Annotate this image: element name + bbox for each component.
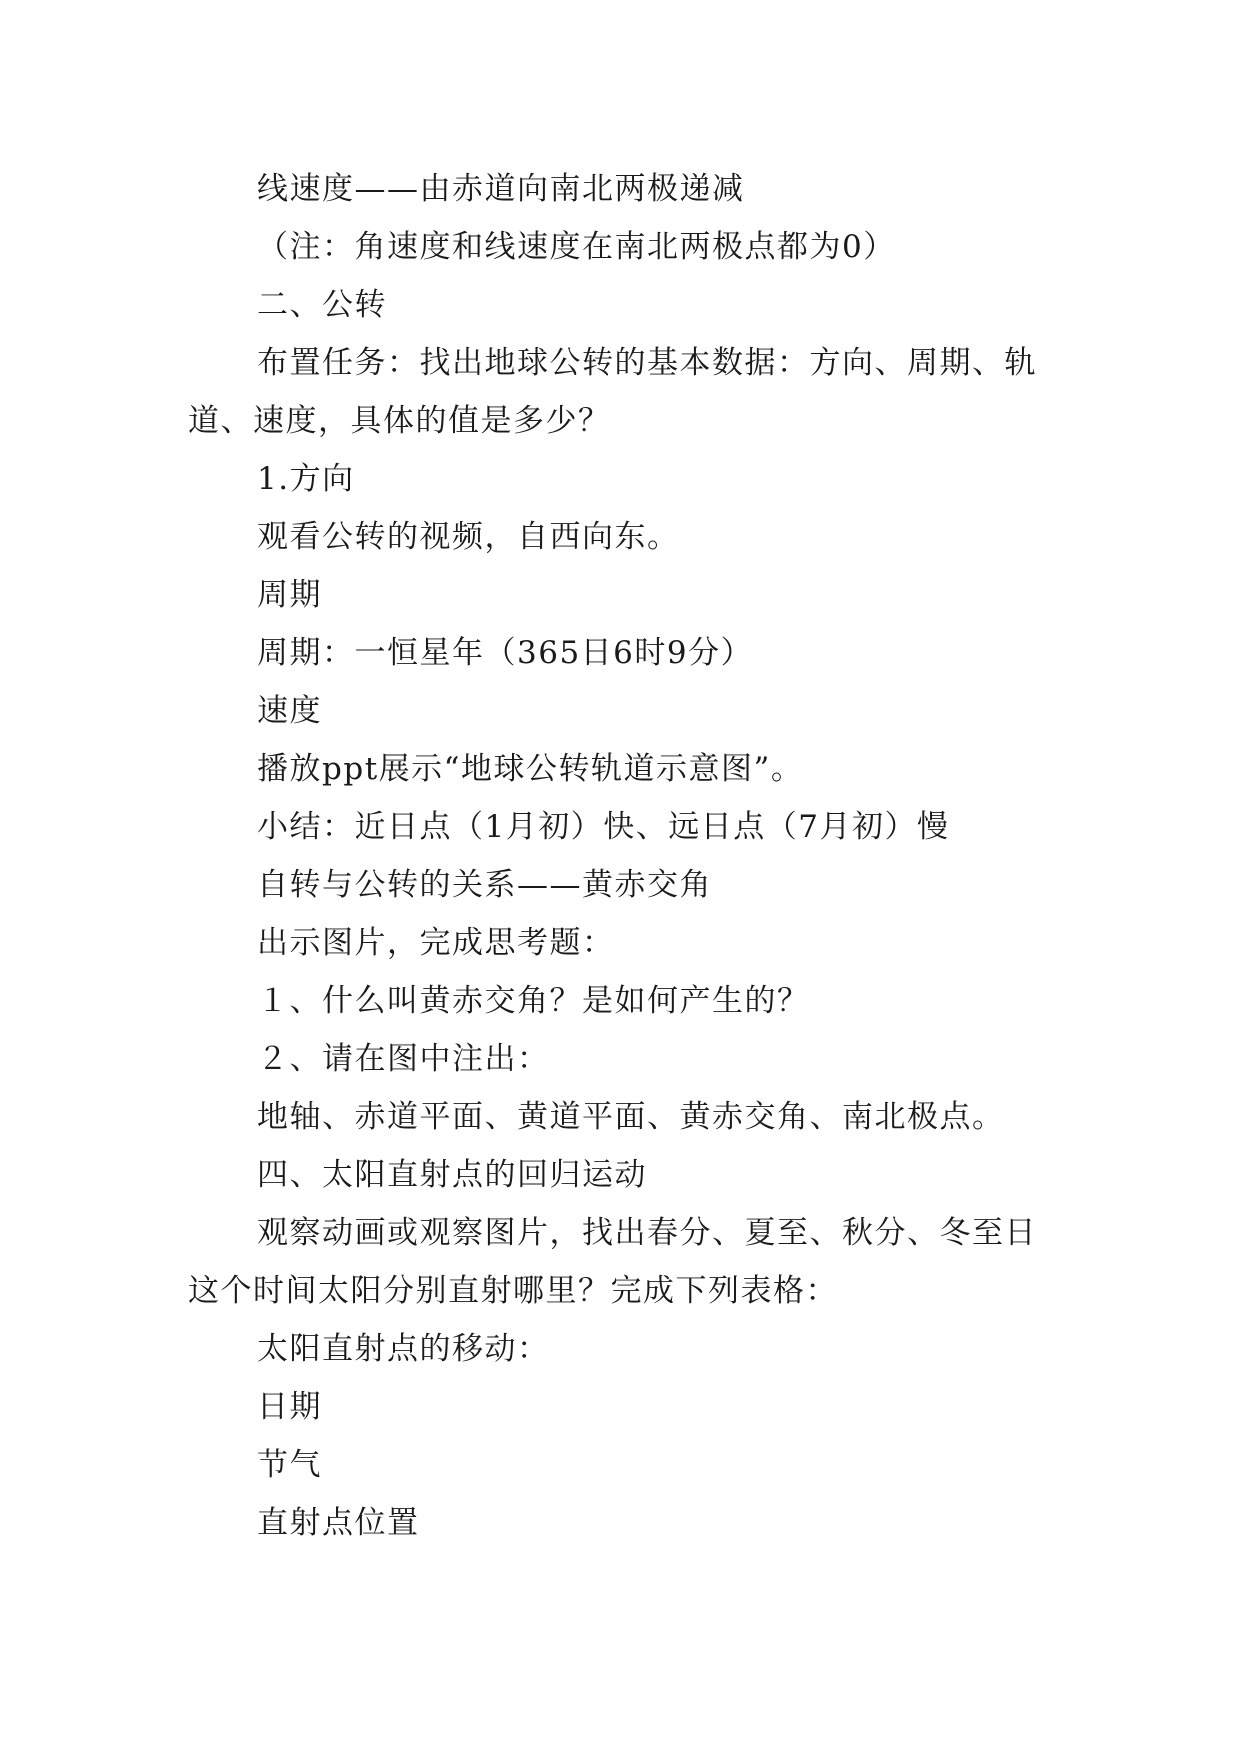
- paragraph: 观看公转的视频，自西向东。: [257, 519, 680, 555]
- subheading: 速度: [257, 693, 322, 729]
- paragraph: 观察动画或观察图片，找出春分、夏至、秋分、冬至日这个时间太阳分别直射哪里？完成下列表格：: [188, 1215, 1037, 1309]
- table-label: 节气: [257, 1447, 322, 1483]
- section-heading: 二、公转: [257, 287, 387, 323]
- subheading: 周期: [257, 577, 322, 613]
- question-item: ２、请在图中注出：: [257, 1041, 550, 1077]
- paragraph: 小结：近日点（1月初）快、远日点（7月初）慢: [257, 809, 950, 845]
- paragraph: 播放ppt展示“地球公转轨道示意图”。: [257, 751, 804, 787]
- paragraph: 布置任务：找出地球公转的基本数据：方向、周期、轨道、速度，具体的值是多少？: [188, 345, 1037, 439]
- paragraph: 地轴、赤道平面、黄道平面、黄赤交角、南北极点。: [257, 1099, 1005, 1135]
- subheading: 1.方向: [257, 461, 355, 497]
- paragraph: 线速度——由赤道向南北两极递减: [257, 171, 745, 207]
- table-label: 直射点位置: [257, 1505, 420, 1541]
- paragraph: 周期：一恒星年（365日6时9分）: [257, 635, 754, 671]
- paragraph: 太阳直射点的移动：: [257, 1331, 550, 1367]
- paragraph: （注：角速度和线速度在南北两极点都为0）: [257, 229, 896, 265]
- table-label: 日期: [257, 1389, 322, 1425]
- question-item: １、什么叫黄赤交角？是如何产生的？: [257, 983, 810, 1019]
- subheading: 自转与公转的关系——黄赤交角: [257, 867, 712, 903]
- paragraph: 出示图片，完成思考题：: [257, 925, 615, 961]
- document-body: [188, 160, 1068, 1552]
- section-heading: 四、太阳直射点的回归运动: [257, 1157, 647, 1193]
